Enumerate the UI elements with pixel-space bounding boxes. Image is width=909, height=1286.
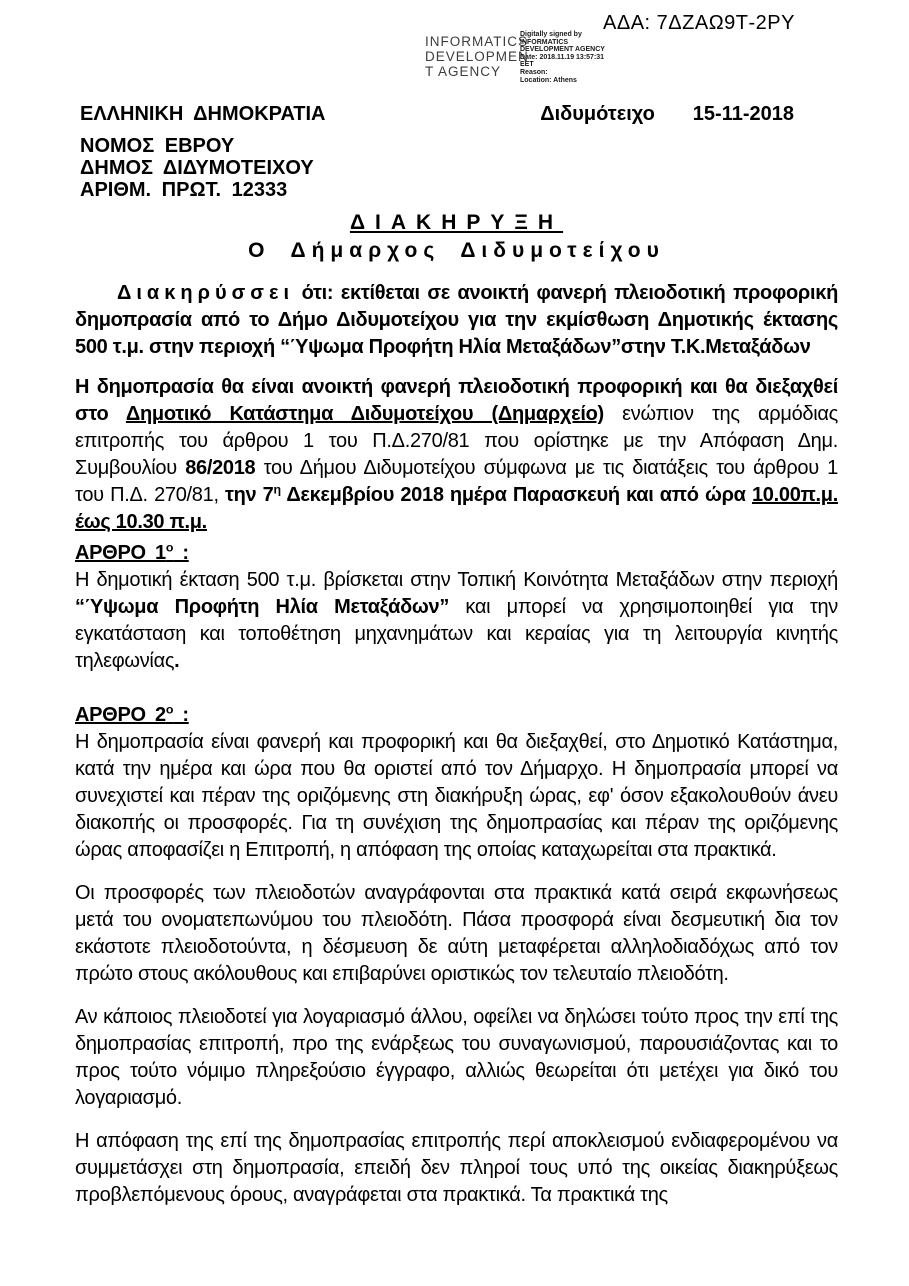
signature-detail-line: EET	[520, 61, 534, 69]
document-subtitle	[75, 237, 838, 264]
protocol-number: ΑΡΙΘΜ. ΠΡΩΤ. 12333	[80, 179, 288, 201]
text-segment: Η απόφαση της επί της δημοπρασίας επιτροπής περί αποκλεισμού ενδιαφερομένου να συμμετάσχει στη δημοπρασία, επειδή δεν πληροί τους υπό της οικείας διακηρύξεως προβλεπόμενους όρους, αναγράφεται στα πρακτικά. Τα πρακτικά της	[75, 1130, 838, 1206]
proxy-bidding-paragraph	[75, 1004, 838, 1112]
text-segment: .	[174, 650, 180, 672]
signature-agency-line: DEVELOPMEN	[425, 49, 529, 64]
text-segment: “Ύψωμα Προφήτη Ηλία Μεταξάδων”	[75, 596, 450, 618]
exclusion-decision-paragraph	[75, 1128, 838, 1209]
prefecture: ΝΟΜΟΣ ΕΒΡΟΥ	[80, 135, 235, 157]
article-1-heading	[75, 540, 838, 567]
text-segment: 86/2018	[185, 457, 256, 479]
text-segment: Η δημοπρασία θα είναι ανοικτή φανερή πλειοδοτική προφορική και θα διεξαχθεί στο	[75, 376, 838, 425]
signature-detail-line: Digitally signed by	[520, 31, 582, 38]
text-segment: ενώπιον της αρμόδιας επιτροπής του άρθρου 1 του Π.Δ.270/81 που ορίστηκε με την Απόφαση Δημ. Συμβουλίου	[75, 403, 838, 479]
text-segment: ΑΡΘΡΟ 2	[75, 704, 166, 726]
text-segment: ότι: εκτίθεται σε ανοικτή φανερή πλειοδοτική προφορική δημοπρασία από το Δήμο Διδυμοτείχου για την εκμίσθωση Δημοτικής έκτασης 500 τ.μ. στην περιοχή “Ύψωμα Προφήτη Ηλία Μεταξάδων”στην Τ.Κ.Μεταξάδων	[75, 282, 838, 358]
text-segment: Οι προσφορές των πλειοδοτών αναγράφονται στα πρακτικά κατά σειρά εκφωνήσεως μετά του ονοματεπωνύμου του πλειοδότη. Πάσα προσφορά είναι δεσμευτική δια τον εκάστοτε πλειοδοτούντα, η δέσμευση δε αύτη μεταφέρεται αλληλοδιαδόχως από τον πρώτο στους ακόλουθους και επιβαρύνει οριστικώς τον τελευταίο πλειοδότη.	[75, 882, 838, 985]
place-date	[540, 103, 794, 125]
text-segment: η	[273, 482, 281, 497]
lead-paragraph	[75, 280, 838, 361]
text-segment: και μπορεί να χρησιμοποιηθεί για την εγκατάσταση και τοποθέτηση μηχανημάτων και κεραίας για τη λειτουργία κινητής τηλεφωνίας	[75, 596, 838, 672]
auction-details-paragraph	[75, 374, 838, 536]
signature-detail-line: Date: 2018.11.19 13:57:31	[520, 53, 605, 61]
text-segment: Δεκεμβρίου 2018 ημέρα Παρασκευή και από ώρα	[280, 484, 752, 506]
signature-agency-line: T AGENCY	[425, 64, 502, 79]
text-segment: :	[173, 542, 189, 564]
article-2-paragraph	[75, 729, 838, 864]
article-2-heading	[75, 702, 838, 729]
signature-detail-line: Location: Athens	[520, 76, 577, 84]
text-segment: Διακηρύσσει	[117, 282, 295, 304]
document-header	[80, 103, 794, 201]
text-segment: Αν κάποιος πλειοδοτεί για λογαριασμό άλλου, οφείλει να δηλώσει τούτο προς την επί της δημοπρασίας επιτροπή, προ της ενάρξεως του συναγωνισμού, παρουσιάζοντας και το προς τούτο νόμιμο πληρεξούσιο έγγραφο, αλλιώς θεωρείται ότι μετέχει για δικό του λογαριασμό.	[75, 1006, 838, 1109]
document-body	[75, 207, 838, 1209]
place: Διδυμότειχο	[540, 103, 655, 125]
text-segment: ο	[165, 540, 174, 555]
text-segment: ΑΡΘΡΟ 1	[75, 542, 166, 564]
signature-detail-line: DEVELOPMENT AGENCY	[520, 46, 605, 54]
text-segment: Η δημοπρασία είναι φανερή και προφορική και θα διεξαχθεί, στο Δημοτικό Κατάστημα, κατά την ημέρα και ώρα που θα οριστεί από τον Δήμαρχο. Η δημοπρασία μπορεί να συνεχιστεί και πέραν της οριζόμενης στη διακήρυξη ώρας, εφ' όσον εξακολουθούν άνευ διακοπής οι προσφορές. Για τη συνέχιση της δημοπρασίας και πέραν της οριζόμενης ώρας αποφασίζει η Επιτροπή, η απόφαση της οποίας καταχωρείται στα πρακτικά.	[75, 731, 838, 861]
signature-agency-line: INFORMATICS	[425, 34, 528, 49]
text-segment: Η δημοτική έκταση 500 τ.μ. βρίσκεται στην Τοπική Κοινότητα Μεταξάδων στην περιοχή	[75, 569, 838, 591]
text-segment: 10.00π.μ. έως 10.30 π.μ.	[75, 484, 838, 533]
text-segment: Ο Δήμαρχος Διδυμοτείχου	[248, 239, 665, 262]
text-segment: την 7	[225, 484, 274, 506]
text-segment: ΔΙΑΚΗΡΥΞΗ	[349, 211, 564, 234]
text-segment: του Δήμου Διδυμοτείχου σύμφωνα με τις διατάξεις του άρθρου 1 του Π.Δ. 270/81,	[75, 457, 838, 506]
text-segment: ο	[165, 702, 174, 717]
text-segment: :	[173, 704, 189, 726]
ada-code: ΑΔΑ: 7ΔΖΑΩ9Τ-2ΡΥ	[603, 12, 795, 34]
bids-recording-paragraph	[75, 880, 838, 988]
header-row	[80, 103, 794, 125]
article-1-paragraph	[75, 567, 838, 675]
text-segment: Δημοτικό Κατάστημα Διδυμοτείχου (Δημαρχείο)	[125, 403, 604, 425]
date: 15-11-2018	[692, 103, 794, 125]
signature-detail-line: Reason:	[520, 68, 548, 76]
signature-detail-line: INFORMATICS	[520, 38, 569, 46]
digital-signature-agency	[425, 34, 529, 79]
republic-title: ΕΛΛΗΝΙΚΗ ΔΗΜΟΚΡΑΤΙΑ	[80, 103, 326, 125]
document-title	[75, 209, 838, 236]
municipality: ΔΗΜΟΣ ΔΙΔΥΜΟΤΕΙΧΟΥ	[80, 157, 314, 179]
digital-signature-details	[520, 31, 630, 84]
